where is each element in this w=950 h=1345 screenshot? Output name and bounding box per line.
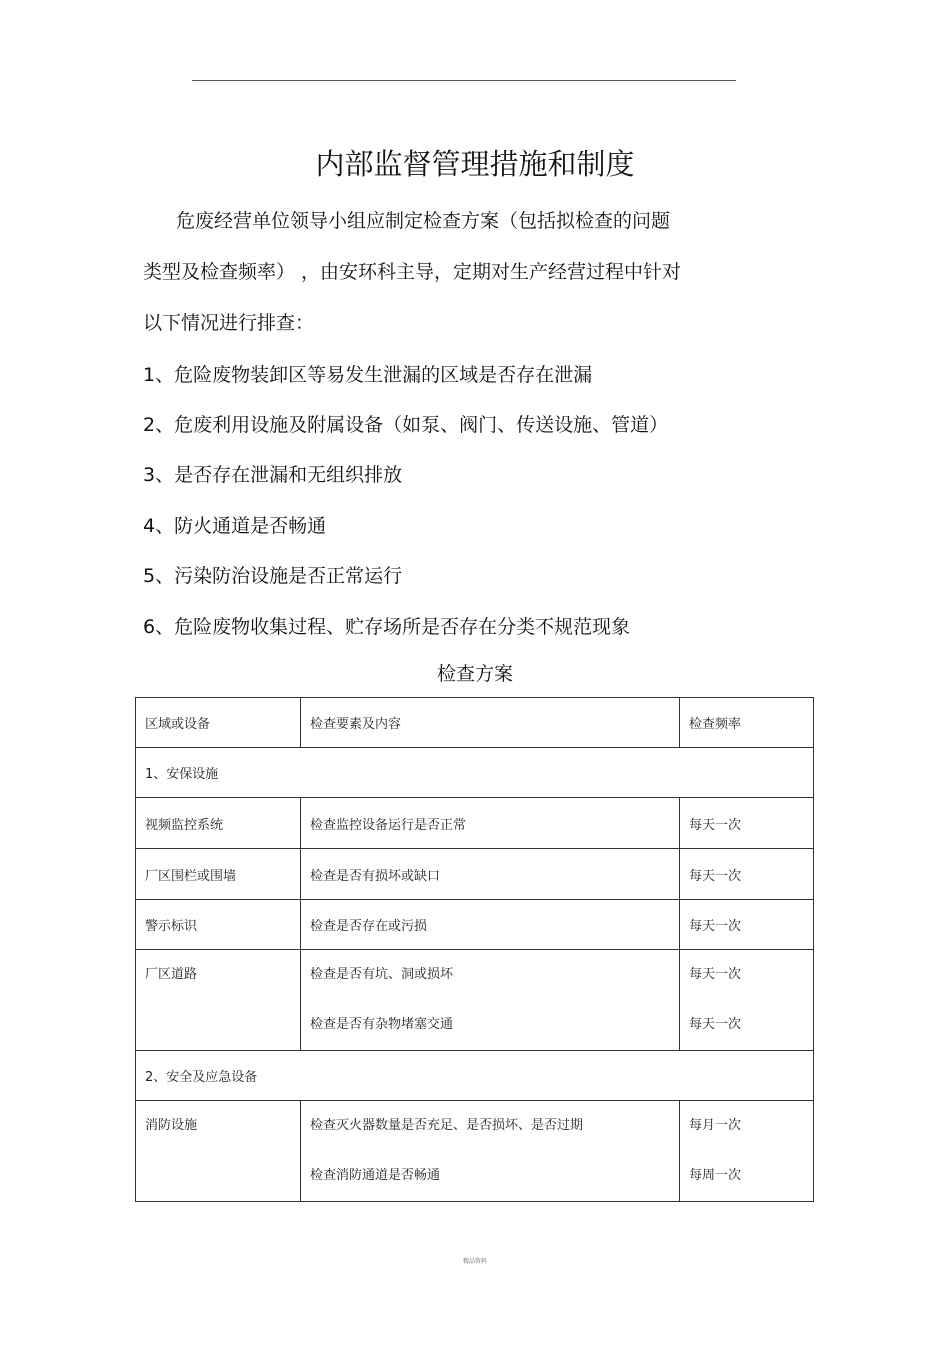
content-cell <box>301 950 680 1051</box>
frequency-cell: 每天一次 <box>680 900 814 950</box>
section-title: 1、安保设施 <box>136 748 814 798</box>
content-cell: 检查是否存在或污损 <box>301 900 680 950</box>
area-cell: 警示标识 <box>136 900 301 950</box>
area-cell <box>136 1101 301 1202</box>
footer-note: 精品资料 <box>462 1258 487 1265</box>
content-line: 检查灭火器数量是否充足、是否损坏、是否过期 <box>310 1118 584 1133</box>
header-frequency: 检查频率 <box>680 698 814 748</box>
table-row <box>136 950 814 1051</box>
list-item-2: 2、危废利用设施及附属设备（如泵、阀门、传送设施、管道） <box>143 414 669 436</box>
header-content: 检查要素及内容 <box>301 698 680 748</box>
frequency-line: 每天一次 <box>689 967 742 982</box>
table-title: 检查方案 <box>436 663 513 685</box>
content-cell: 检查是否有损坏或缺口 <box>301 849 680 900</box>
intro-line-1: 危废经营单位领导小组应制定检查方案（包括拟检查的问题 <box>176 210 671 232</box>
header-area: 区域或设备 <box>136 698 301 748</box>
area-cell: 厂区围栏或围墙 <box>136 849 301 900</box>
content-line: 检查是否有坑、洞或损坏 <box>310 967 454 982</box>
frequency-cell: 每天一次 <box>680 798 814 849</box>
frequency-cell: 每天一次 <box>680 849 814 900</box>
content-cell <box>301 1101 680 1202</box>
frequency-line: 每月一次 <box>689 1118 742 1133</box>
area-label: 厂区道路 <box>145 967 198 982</box>
content-line: 检查是否有杂物堵塞交通 <box>310 1017 454 1032</box>
list-item-5: 5、污染防治设施是否正常运行 <box>143 565 403 587</box>
content-cell: 检查监控设备运行是否正常 <box>301 798 680 849</box>
list-item-3: 3、是否存在泄漏和无组织排放 <box>143 464 403 486</box>
area-cell <box>136 950 301 1051</box>
frequency-cell <box>680 1101 814 1202</box>
area-cell: 视频监控系统 <box>136 798 301 849</box>
frequency-line: 每周一次 <box>689 1168 742 1183</box>
area-label: 消防设施 <box>145 1118 198 1133</box>
table-row <box>136 849 814 900</box>
inspection-table <box>135 697 814 1202</box>
table-row <box>136 798 814 849</box>
section-row <box>136 748 814 798</box>
list-item-1: 1、危险废物装卸区等易发生泄漏的区域是否存在泄漏 <box>143 364 593 386</box>
intro-line-2: 类型及检查频率） ，由安环科主导，定期对生产经营过程中针对 <box>143 261 682 283</box>
section-title: 2、安全及应急设备 <box>136 1051 814 1101</box>
list-item-6: 6、危险废物收集过程、贮存场所是否存在分类不规范现象 <box>143 616 631 638</box>
list-item-4: 4、防火通道是否畅通 <box>143 515 327 537</box>
content-line: 检查消防通道是否畅通 <box>310 1168 441 1183</box>
page-title: 内部监督管理措施和制度 <box>315 147 635 181</box>
header-rule <box>192 80 736 81</box>
frequency-cell <box>680 950 814 1051</box>
intro-line-3: 以下情况进行排查： <box>143 312 315 334</box>
section-row <box>136 1051 814 1101</box>
frequency-line: 每天一次 <box>689 1017 742 1032</box>
table-row <box>136 1101 814 1202</box>
table-row <box>136 900 814 950</box>
table-header-row <box>136 698 814 748</box>
